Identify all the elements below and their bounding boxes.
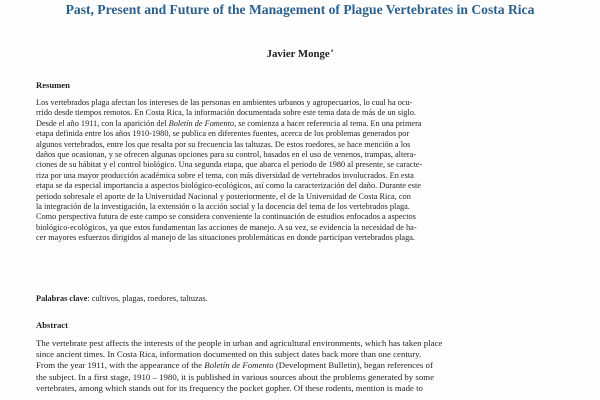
text-line: Como perspectiva futura de este campo se considera conveniente la continuación de estudios enfocados a aspectos (36, 212, 416, 222)
text-line: vertebrates, among which stands out for its frequency the pocket gopher. Of these rodents, mention is made to (36, 382, 423, 393)
text-line: riza por una mayor producción académica sobre el tema, con más diversidad de vertebrados involucrados. En esta (36, 170, 414, 180)
text-line: The vertebrate pest affects the interests of the people in urban and agricultural environments, which has taken place (36, 338, 443, 348)
author-affiliation-mark: a (330, 48, 334, 55)
text-line: since ancient times. In Costa Rica, information documented on this subject dates back more than one century. (36, 349, 422, 360)
abstract-heading: Abstract (36, 320, 68, 330)
text-line: the subject. In a first stage, 1910 – 1980, it is published in various sources about the problems generated by some (36, 371, 434, 382)
text-span: Desde el año 1911, con la aparición del (36, 118, 169, 128)
text-line: etapa definida entre los años 1910-1980, se publica en diferentes fuentes, acerca de los problemas generados por (36, 129, 410, 139)
text-line (36, 360, 562, 371)
abstract-body (36, 338, 562, 394)
keywords-text: : cultivos, plagas, roedores, taltuzas. (87, 294, 208, 303)
keywords-label: Palabras clave (36, 294, 88, 303)
text-span: From the year 1911, with the appearance of the (36, 360, 205, 371)
text-line: cer mayores esfuerzos dirigidos al manejo de las situaciones problemáticas en donde participan vertebrados plaga. (36, 233, 415, 243)
text-span: , se comienza a hacer referencia al tema. En una primera (234, 118, 422, 128)
text-line: periodo sobresale el aporte de la Universidad Nacional y posteriormente, el de la Universidad de Costa Rica, con (36, 191, 411, 201)
text-line: ciones de su hábitat y el control biológico. Una segunda etapa, que abarca el periodo de 1980 al presente, se caracte- (36, 160, 423, 170)
text-line (36, 119, 562, 129)
text-line: la integración de la investigación, la extensión o la acción social y la docencia del tema de los vertebrados plaga. (36, 201, 410, 211)
text-line: Los vertebrados plaga afectan los intereses de las personas en ambientes urbanos y agropecuarios, lo cual ha ocu- (36, 98, 413, 107)
text-line: biológico-ecológicos, ya que estos fundamentan las acciones de manejo. A su vez, se evidencia la necesidad de ha- (36, 222, 417, 232)
author-name-text: Javier Monge (266, 48, 330, 60)
keywords (36, 294, 208, 303)
text-line: rrido desde tiempos remotos. En Costa Rica, la información documentada sobre este tema data de más de un siglo. (36, 108, 416, 118)
resumen-body (36, 98, 562, 243)
text-line: algunos vertebrados, entre los que resalta por su frecuencia las taltuzas. De estos roedores, se hace mención a los (36, 139, 411, 149)
text-span: (Development Bulletin), began references of (273, 360, 433, 371)
resumen-heading: Resumen (36, 80, 70, 90)
text-line: daños que ocasionan, y se ofrecen algunas opciones para su control, basados en el uso de venenos, trampas, altera- (36, 149, 417, 159)
journal-name: Boletín de Fomento (168, 118, 235, 128)
journal-name: Boletín de Fomento (204, 360, 274, 371)
paper-title: Past, Present and Future of the Management of Plague Vertebrates in Costa Rica (65, 2, 535, 17)
author-name (0, 48, 600, 60)
text-line: etapa se da especial importancia a aspectos biológico-ecológicos, así como la caracterización del daño. Durante este (36, 181, 421, 191)
